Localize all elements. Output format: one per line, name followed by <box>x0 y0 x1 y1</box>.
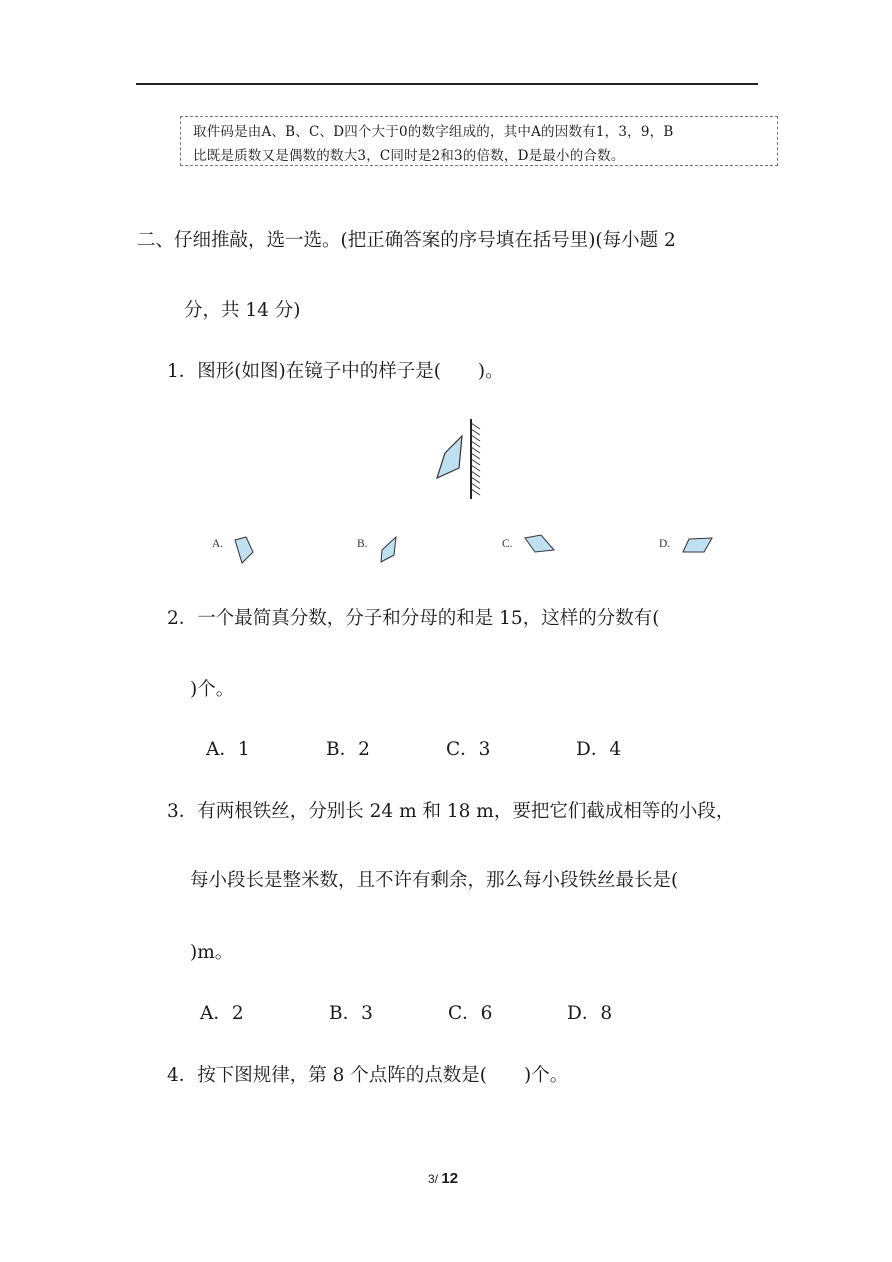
q3-option-a: A．2 <box>200 1003 244 1024</box>
note-line-2: 比既是质数又是偶数的数大3，C同时是2和3的倍数，D是最小的合数。 <box>193 148 625 164</box>
section-heading: 二、仔细推敲，选一选。(把正确答案的序号填在括号里)(每小题 2 <box>137 230 676 251</box>
q2-option-c: C．3 <box>446 739 491 760</box>
page-total: 12 <box>441 1170 459 1187</box>
question-2-line-1: 2．一个最简真分数，分子和分母的和是 15，这样的分数有( <box>167 608 660 629</box>
q1-option-a-label: A. <box>212 538 224 550</box>
question-2-line-2: )个。 <box>190 679 235 700</box>
mirror-figure <box>425 415 495 505</box>
mirror-hatching <box>471 423 480 495</box>
q2-option-d: D．4 <box>576 739 622 760</box>
question-3-line-1: 3．有两根铁丝，分别长 24 m 和 18 m，要把它们截成相等的小段， <box>167 801 735 822</box>
q1-option-d-label: D. <box>659 538 671 550</box>
q3-option-d: D．8 <box>567 1003 613 1024</box>
q1-option-d-shape <box>680 532 720 558</box>
q3-option-b: B．3 <box>329 1003 373 1024</box>
q1-option-b-shape <box>376 532 406 566</box>
figure-quadrilateral <box>437 436 462 478</box>
q1-option-c-shape <box>522 532 562 558</box>
note-line-1: 取件码是由A、B、C、D四个大于0的数字组成的，其中A的因数有1，3，9，B <box>193 124 674 140</box>
question-4-text: 4．按下图规律，第 8 个点阵的点数是( )个。 <box>167 1065 569 1086</box>
question-3-line-3: )m。 <box>190 942 234 963</box>
q1-option-a-shape <box>230 532 260 566</box>
q3-option-c: C．6 <box>448 1003 493 1024</box>
q1-option-b-label: B. <box>357 538 368 550</box>
q1-option-c-label: C. <box>502 538 513 550</box>
page-number <box>428 1170 458 1187</box>
q2-option-a: A．1 <box>206 739 250 760</box>
section-heading-cont: 分，共 14 分) <box>184 300 301 321</box>
header-rule <box>136 83 758 85</box>
question-3-line-2: 每小段长是整米数，且不许有剩余，那么每小段铁丝最长是( <box>190 870 679 891</box>
page-current: 3/ <box>428 1172 439 1186</box>
question-1-text: 1．图形(如图)在镜子中的样子是( )。 <box>167 361 504 382</box>
q2-option-b: B．2 <box>326 739 370 760</box>
note-box <box>180 116 778 166</box>
